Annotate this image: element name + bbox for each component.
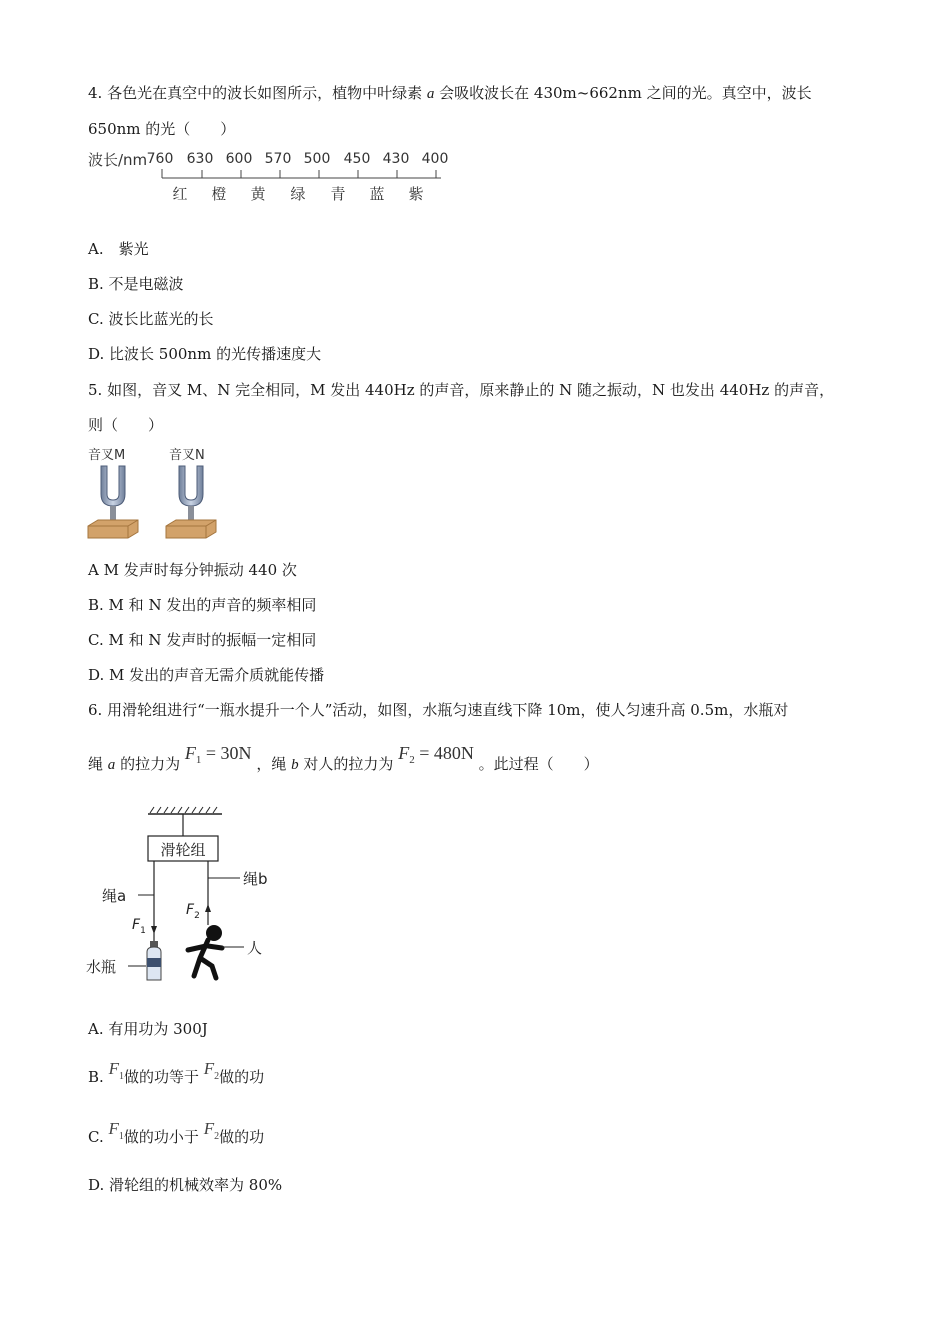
q4-stem-line1: [88, 82, 812, 103]
option-c-text: 做的功: [219, 1128, 265, 1146]
q4-stem-text-b: 会吸收波长在 430m~662nm 之间的光。真空中，波长: [439, 84, 812, 102]
color-label-cyan: 青: [330, 185, 346, 203]
tuning-fork-n: [166, 466, 216, 538]
color-label-yellow: 黄: [250, 185, 266, 203]
option-b-text: 做的功等于: [123, 1068, 199, 1086]
q4-option-b[interactable]: B. 不是电磁波: [88, 275, 184, 293]
option-b-text: 做的功: [219, 1068, 265, 1086]
q5-option-a[interactable]: A M 发声时每分钟振动 440 次: [88, 561, 297, 579]
rope-a-label: 绳a: [102, 887, 127, 905]
option-b-prefix: B.: [88, 1068, 104, 1086]
rope-b-label: 绳b: [243, 870, 268, 888]
q4-stem-line2: 650nm 的光（ ）: [88, 120, 236, 138]
q5-option-b[interactable]: B. M 和 N 发出的声音的频率相同: [88, 596, 317, 614]
f1-symbol: $F_1$: [108, 1119, 124, 1142]
force-f1-label: $F_1$: [132, 917, 146, 936]
q6-text: 。此过程（ ）: [478, 755, 599, 773]
tick-label: 570: [264, 151, 292, 167]
q4-stem-text-a: 4. 各色光在真空中的波长如图所示，植物中叶绿素: [88, 84, 423, 102]
q6-var-b: b: [291, 757, 299, 773]
q5-stem-line1: 5. 如图，音叉 M、N 完全相同，M 发出 440Hz 的声音，原来静止的 N 随之振动，N 也发出 440Hz 的声音，: [88, 381, 835, 399]
fork-m-label: 音叉M: [88, 448, 126, 463]
pulley-system-figure: [82, 800, 292, 990]
force-f2-label: $F_2$: [186, 902, 200, 921]
f2-symbol: $F_2$: [203, 1119, 220, 1142]
q6-text: 对人的拉力为: [303, 755, 394, 773]
option-c-prefix: C.: [88, 1128, 104, 1146]
q4-var-a: a: [426, 86, 435, 102]
water-bottle: [147, 941, 161, 980]
q5-option-d[interactable]: D. M 发出的声音无需介质就能传播: [88, 666, 325, 684]
q6-stem-line2: [88, 743, 599, 776]
f1-symbol: $F_1$: [108, 1059, 124, 1082]
f1-equation: $F_1 = 30N$: [184, 743, 252, 766]
q5-stem-line2: 则（ ）: [88, 416, 164, 434]
tuning-fork-m: [88, 466, 138, 538]
tuning-forks-figure: [86, 444, 226, 542]
person-label: 人: [247, 939, 263, 957]
wavelength-axis-label: 波长/nm: [88, 151, 148, 169]
f2-symbol: $F_2$: [203, 1059, 220, 1082]
option-c-text: 做的功小于: [123, 1128, 199, 1146]
color-label-red: 红: [172, 185, 188, 203]
q4-option-a[interactable]: A. 紫光: [88, 240, 149, 258]
color-label-blue: 蓝: [369, 185, 385, 203]
wavelength-spectrum-figure: [86, 146, 456, 208]
q6-text: ，绳: [256, 755, 287, 773]
q6-option-d[interactable]: D. 滑轮组的机械效率为 80%: [88, 1176, 283, 1194]
q6-option-c[interactable]: [88, 1119, 265, 1150]
q6-text: 的拉力为: [120, 755, 181, 773]
tick-label: 400: [421, 151, 449, 167]
q6-option-a[interactable]: A. 有用功为 300J: [88, 1020, 208, 1038]
q6-var-a: a: [107, 757, 116, 773]
color-label-green: 绿: [290, 185, 306, 203]
q6-stem-line1: 6. 用滑轮组进行“一瓶水提升一个人”活动，如图，水瓶匀速直线下降 10m，使人匀速升高 0.5m，水瓶对: [88, 701, 789, 719]
color-label-orange: 橙: [211, 185, 227, 203]
tick-label: 500: [303, 151, 331, 167]
tick-label: 450: [343, 151, 371, 167]
fork-n-label: 音叉N: [169, 448, 205, 463]
q5-option-c[interactable]: C. M 和 N 发声时的振幅一定相同: [88, 631, 317, 649]
tick-label: 630: [186, 151, 214, 167]
q6-option-b[interactable]: [88, 1059, 265, 1090]
person-figure: [188, 925, 222, 978]
pulley-block-label: 滑轮组: [160, 841, 206, 859]
color-label-violet: 紫: [408, 185, 424, 203]
tick-label: 600: [225, 151, 253, 167]
tick-label: 430: [382, 151, 410, 167]
q4-option-c[interactable]: C. 波长比蓝光的长: [88, 310, 214, 328]
bottle-label: 水瓶: [86, 958, 117, 976]
force-f1-arrow: [151, 926, 157, 934]
ceiling: [148, 807, 222, 814]
tick-label: 760: [146, 151, 174, 167]
force-f2-arrow: [205, 904, 211, 912]
q6-text: 绳: [88, 755, 104, 773]
q4-option-d[interactable]: D. 比波长 500nm 的光传播速度大: [88, 345, 322, 363]
f2-equation: $F_2 = 480N$: [398, 743, 474, 766]
